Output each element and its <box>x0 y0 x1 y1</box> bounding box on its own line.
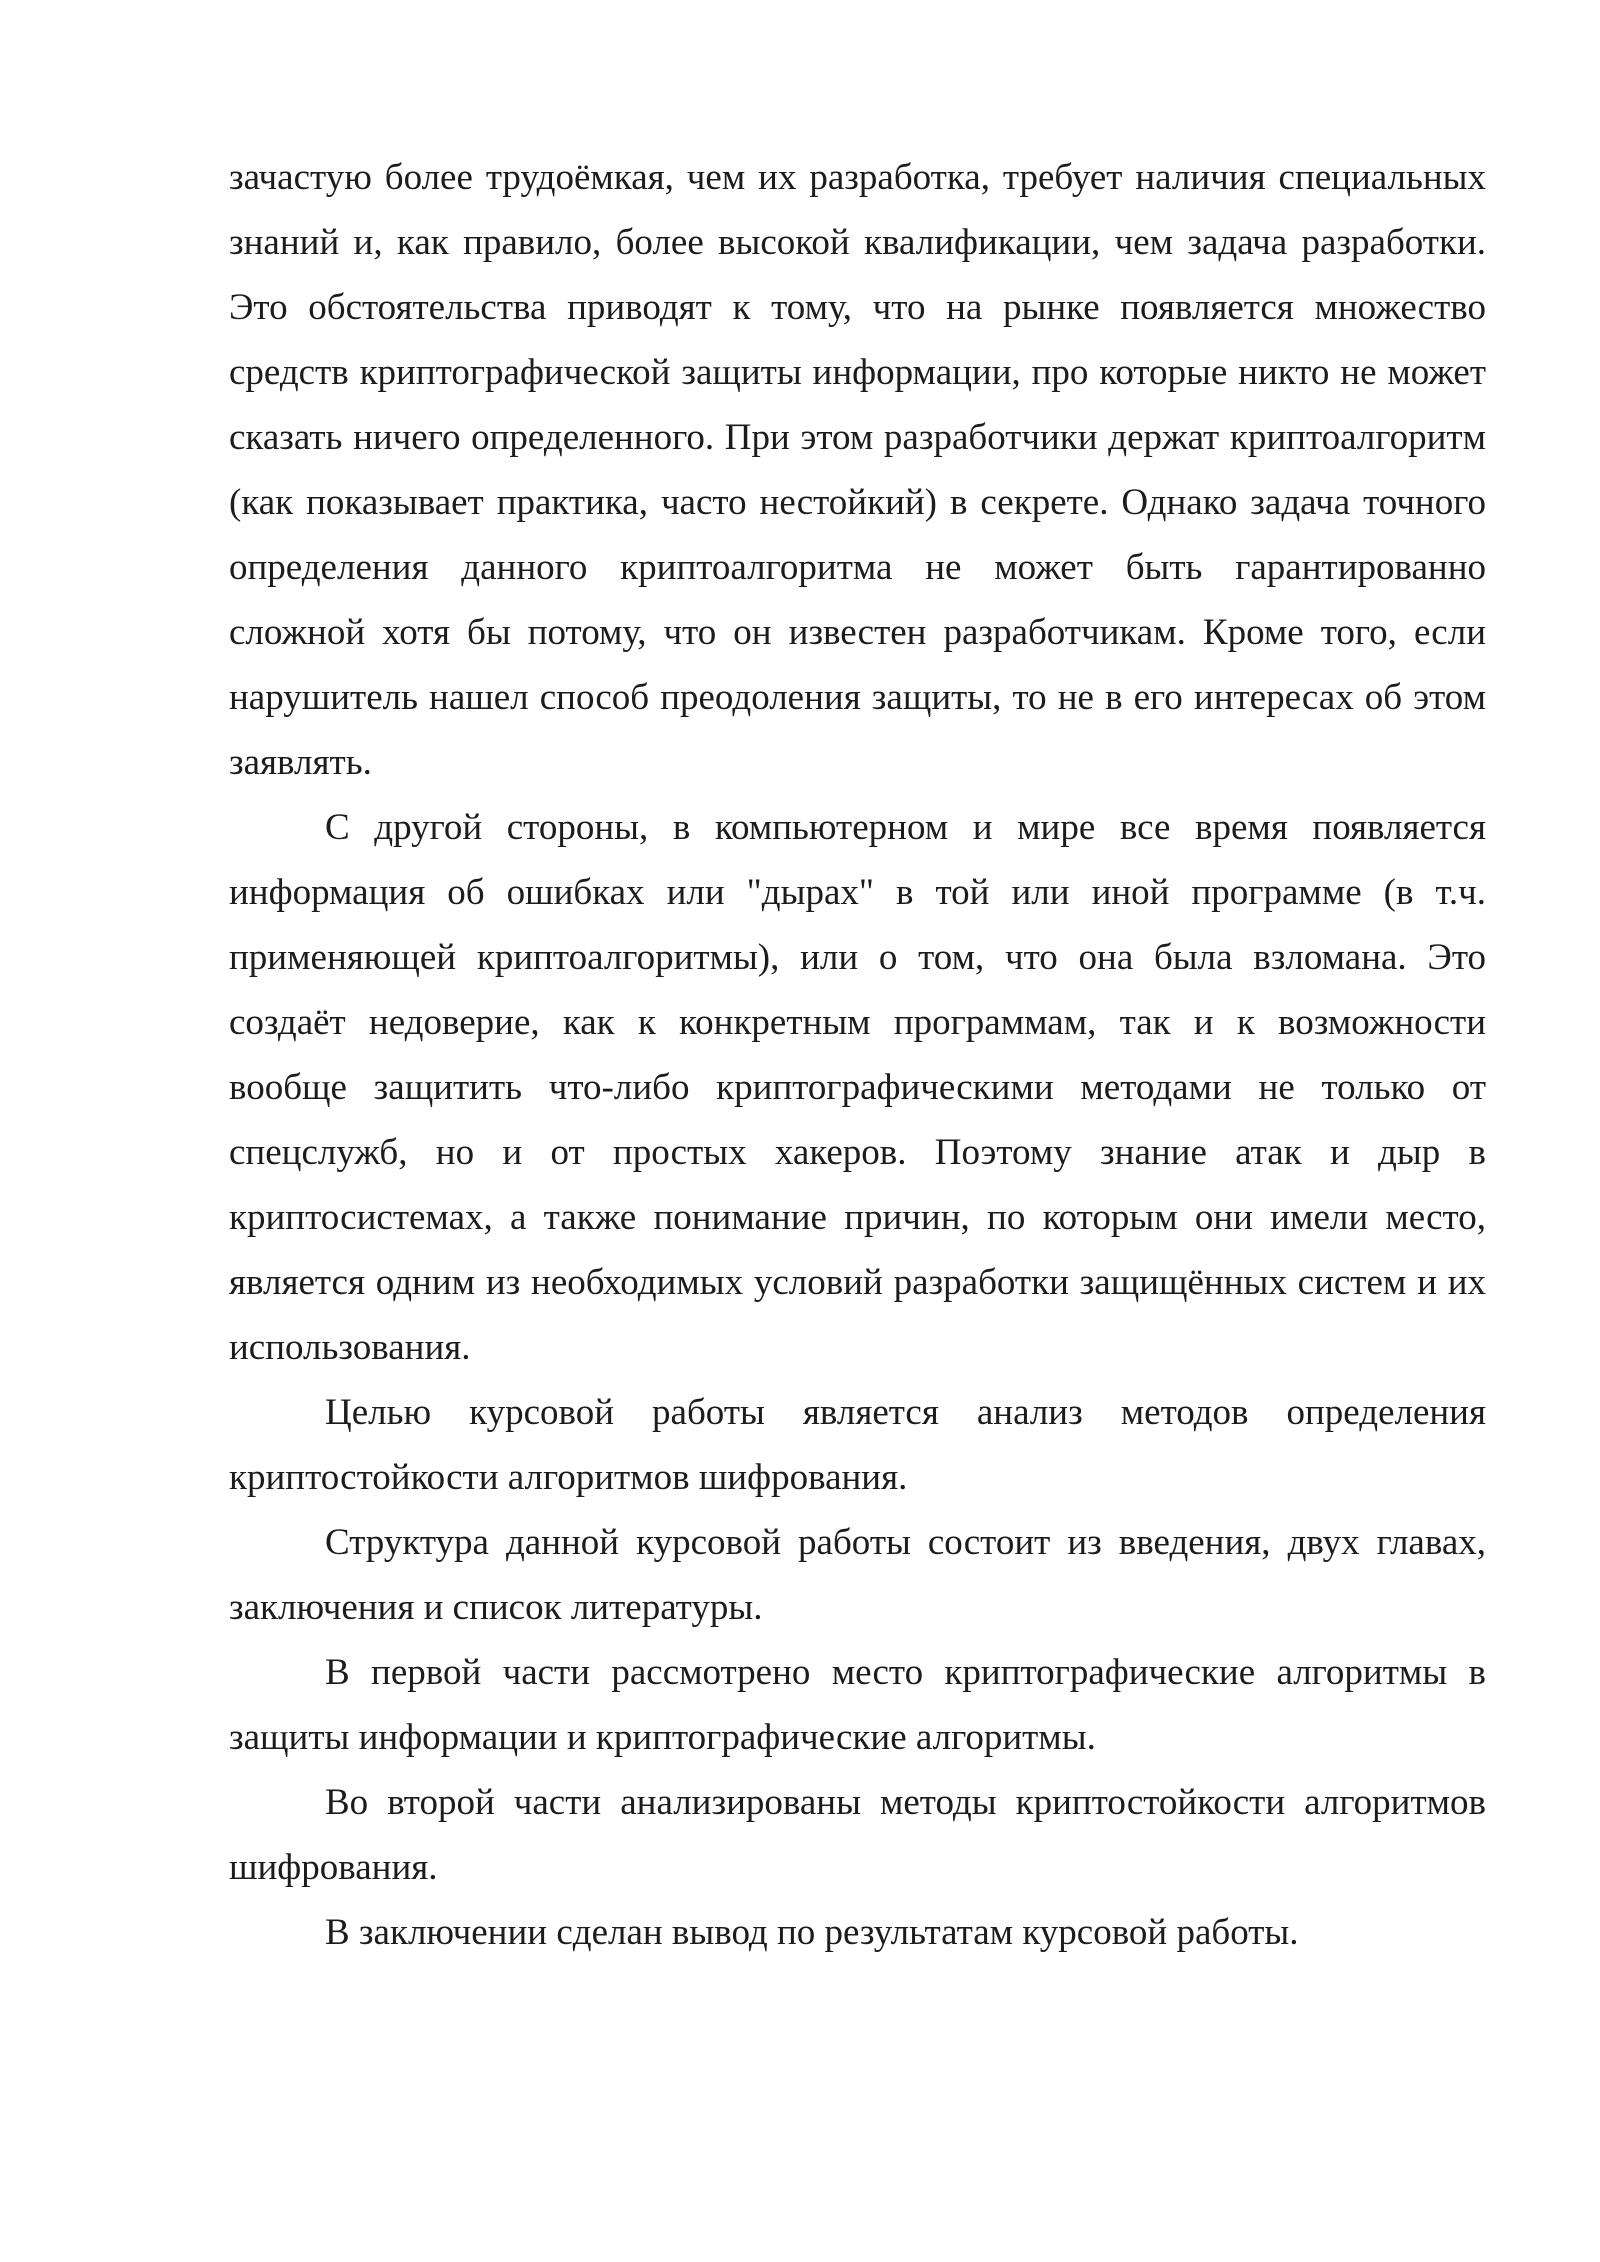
paragraph-5: В первой части рассмотрено место криптографические алгоритмы в защиты информации и криптографические алгоритмы. <box>229 1652 1486 1758</box>
paragraph-7: В заключении сделан вывод по результатам курсовой работы. <box>325 1912 1299 1953</box>
paragraph-2: С другой стороны, в компьютерном и мире все время появляется информация об ошибках или "дырах" в той или иной программе (в т.ч. применяющей криптоалгоритмы), или о том, что она была взломана. Это создаёт недоверие, как к конкретным программам, так и к возможности вообще защитить что-либо криптографическими методами не только от спецслужб, но и от простых хакеров. Поэтому знание атак и дыр в криптосистемах, а также понимание причин, по которым они имели место, является одним из необходимых условий разработки защищённых систем и их использования. <box>229 807 1486 1368</box>
paragraph-1: зачастую более трудоёмкая, чем их разработка, требует наличия специальных знаний и, как правило, более высокой квалификации, чем задача разработки. Это обстоятельства приводят к тому, что на рынке появляется множество средств криптографической защиты информации, про которые никто не может сказать ничего определенного. При этом разработчики держат криптоалгоритм (как показывает практика, часто нестойкий) в секрете. Однако задача точного определения данного криптоалгоритма не может быть гарантированно сложной хотя бы потому, что он известен разработчикам. Кроме того, если нарушитель нашел способ преодоления защиты, то не в его интересах об этом заявлять. <box>229 157 1486 783</box>
paragraph-6: Во второй части анализированы методы криптостойкости алгоритмов шифрования. <box>229 1782 1486 1888</box>
paragraph-3: Целью курсовой работы является анализ методов определения криптостойкости алгоритмов шифрования. <box>229 1392 1486 1498</box>
paragraph-4: Структура данной курсовой работы состоит из введения, двух главах, заключения и список литературы. <box>229 1522 1486 1628</box>
document-body <box>229 145 1486 1965</box>
